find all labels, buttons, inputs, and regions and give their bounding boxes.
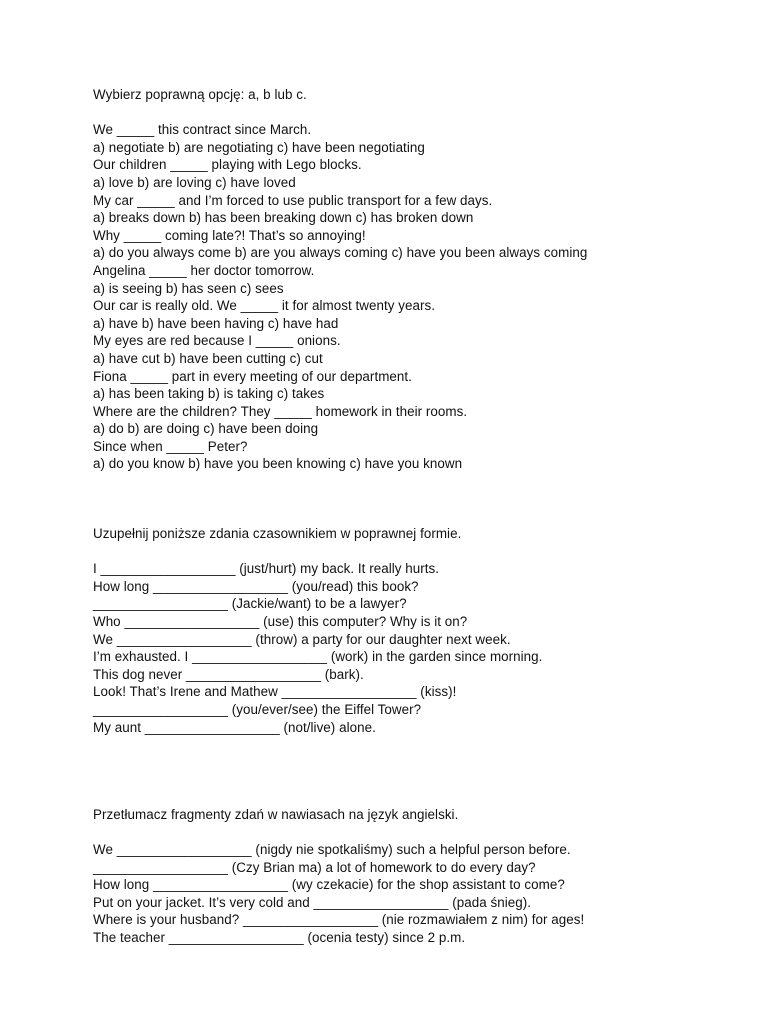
exercise-line: We _____ this contract since March. [93, 122, 312, 138]
exercise-line: a) do b) are doing c) have been doing [93, 421, 319, 437]
exercise-line: a) love b) are loving c) have loved [93, 174, 296, 190]
exercise-line: __________________ (you/ever/see) the Eiffel Tower? [93, 702, 422, 717]
exercise-line: Look! That’s Irene and Mathew __________________ (kiss)! [93, 684, 457, 700]
section3-items [93, 841, 733, 947]
exercise-line: a) have cut b) have been cutting c) cut [93, 350, 323, 366]
exercise-line: __________________ (Czy Brian ma) a lot of homework to do every day? [93, 859, 536, 875]
exercise-line: I’m exhausted. I __________________ (work) in the garden since morning. [93, 649, 543, 665]
section2-instruction: Uzupełnij poniższe zdania czasownikiem w poprawnej formie. [93, 526, 462, 542]
exercise-line: Where is your husband? __________________ (nie rozmawiałem z nim) for ages! [93, 912, 585, 928]
exercise-line: My car _____ and I’m forced to use public transport for a few days. [93, 192, 493, 208]
exercise-line: I __________________ (just/hurt) my back. It really hurts. [93, 561, 440, 577]
exercise-line: Where are the children? They _____ homework in their rooms. [93, 403, 468, 419]
exercise-line: How long __________________ (you/read) this book? [93, 578, 419, 594]
section1-items [93, 121, 733, 473]
exercise-line: Fiona _____ part in every meeting of our department. [93, 368, 412, 384]
exercise-line: We __________________ (throw) a party for our daughter next week. [93, 631, 511, 647]
section1-instruction: Wybierz poprawną opcję: a, b lub c. [93, 87, 307, 102]
exercise-line: a) is seeing b) has seen c) sees [93, 280, 284, 296]
exercise-line: Our children _____ playing with Lego blocks. [93, 157, 362, 173]
section2-items [93, 560, 733, 736]
worksheet-page [93, 86, 733, 947]
exercise-line: __________________ (Jackie/want) to be a lawyer? [93, 596, 407, 612]
exercise-line: a) do you always come b) are you always coming c) have you been always coming [93, 245, 588, 261]
exercise-line: a) breaks down b) has been breaking down c) has broken down [93, 210, 474, 226]
exercise-line: Our car is really old. We _____ it for almost twenty years. [93, 298, 436, 314]
exercise-line: Angelina _____ her doctor tomorrow. [93, 262, 315, 278]
exercise-line: a) has been taking b) is taking c) takes [93, 386, 325, 402]
exercise-line: This dog never __________________ (bark). [93, 666, 364, 682]
exercise-line: a) have b) have been having c) have had [93, 315, 339, 331]
exercise-line: Put on your jacket. It’s very cold and __________________ (pada śnieg). [93, 894, 532, 910]
section3-instruction: Przetłumacz fragmenty zdań w nawiasach na język angielski. [93, 806, 459, 822]
exercise-line: The teacher __________________ (ocenia testy) since 2 p.m. [93, 929, 466, 945]
exercise-line: a) negotiate b) are negotiating c) have been negotiating [93, 139, 425, 155]
exercise-line: My aunt __________________ (not/live) alone. [93, 719, 376, 735]
exercise-line: a) do you know b) have you been knowing c) have you known [93, 456, 463, 472]
exercise-line: Who __________________ (use) this computer? Why is it on? [93, 614, 468, 630]
exercise-line: My eyes are red because I _____ onions. [93, 333, 341, 349]
exercise-line: How long __________________ (wy czekacie) for the shop assistant to come? [93, 877, 565, 893]
exercise-line: Why _____ coming late?! That’s so annoying! [93, 227, 366, 243]
exercise-line: We __________________ (nigdy nie spotkaliśmy) such a helpful person before. [93, 841, 571, 857]
exercise-line: Since when _____ Peter? [93, 438, 248, 454]
